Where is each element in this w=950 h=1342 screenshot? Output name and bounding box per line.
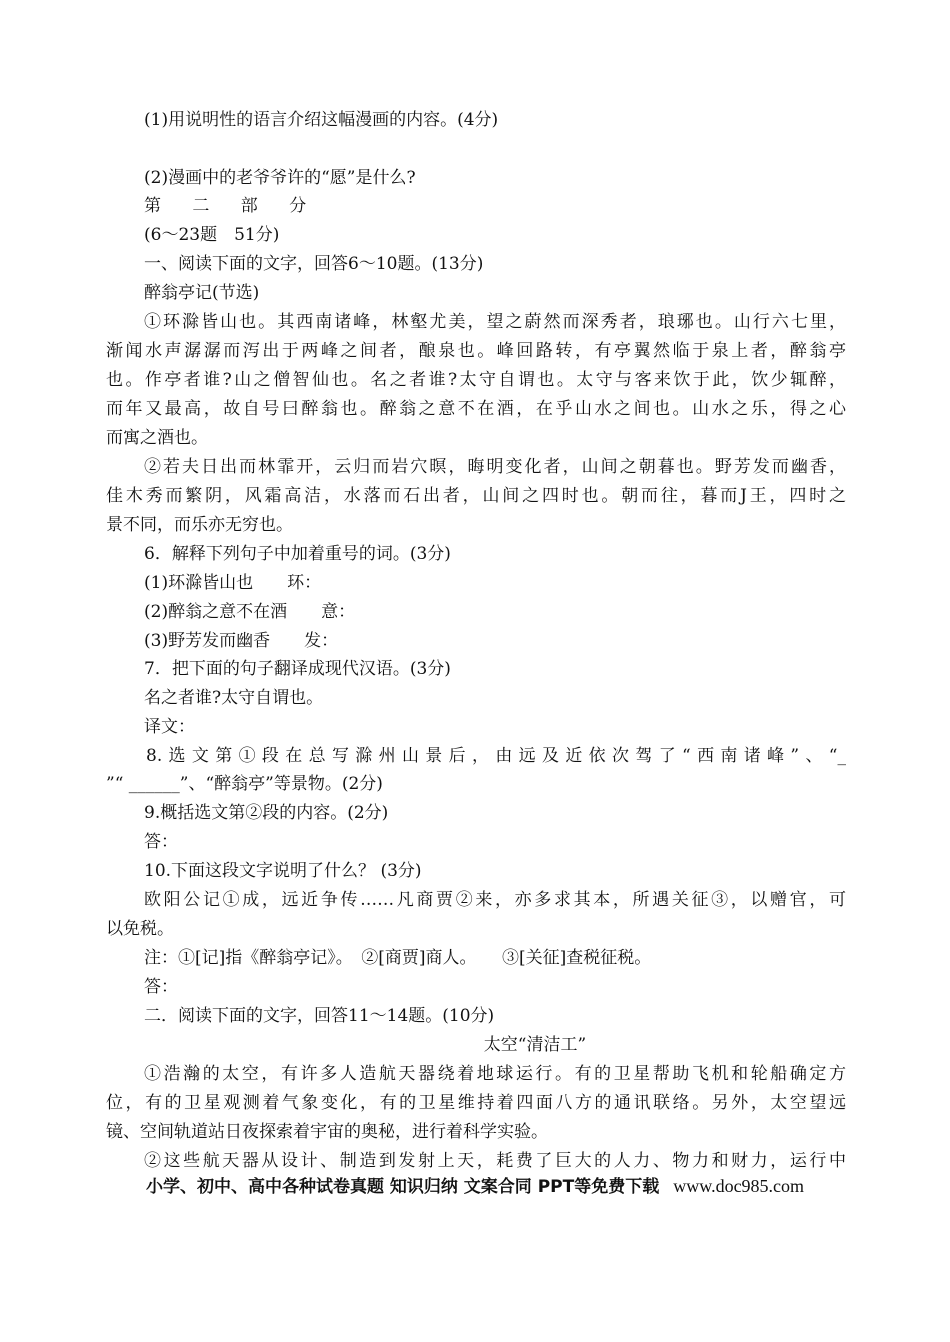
reading-1-instruction: 一、阅读下面的文字，回答6～10题。(13分) [144,254,484,274]
passage-paragraph-line: 也。作亭者谁?山之僧智仙也。名之者谁?太守自谓也。太守与客来饮于此，饮少辄醉， [106,370,846,390]
passage-2-line: ①浩瀚的太空，有许多人造航天器绕着地球运行。有的卫星帮助飞机和轮船确定方 [144,1064,846,1084]
answer-label: 答： [144,832,178,852]
question-10: 10.下面这段文字说明了什么？ (3分) [144,861,422,881]
question-5-part-2: (2)漫画中的老爷爷许的“愿”是什么? [144,168,416,188]
passage-paragraph-line: ②若夫日出而林霏开，云归而岩穴暝，晦明变化者，山间之朝暮也。野芳发而幽香， [144,457,846,477]
section-range: (6～23题 51分) [144,225,280,245]
passage-paragraph-line: 而寓之酒也。 [106,428,208,448]
passage-paragraph-line: ①环滁皆山也。其西南诸峰，林壑尤美，望之蔚然而深秀者，琅琊也。山行六七里， [144,312,846,332]
passage-2-title: 太空“清洁工” [483,1035,587,1055]
question-8-line-1: 8.选文第①段在总写滁州山景后，由远及近依次驾了“西南诸峰”、“_ [146,746,846,766]
question-5-part-1: (1)用说明性的语言介绍这幅漫画的内容。(4分) [144,110,499,130]
footer-banner [0,1172,950,1202]
passage-2-line: ②这些航天器从设计、制造到发射上天，耗费了巨大的人力、物力和财力，运行中 [144,1151,846,1171]
question-6-item-3: (3)野芳发而幽香 发： [144,631,339,651]
passage-2-line: 位，有的卫星观测着气象变化，有的卫星维持着四面八方的通讯联络。另外，太空望远 [106,1093,846,1113]
question-6-item-1: (1)环滁皆山也 环： [144,573,322,593]
footer-url[interactable]: www.doc985.com [673,1176,805,1196]
answer-label: 答： [144,977,178,997]
question-9: 9.概括选文第②段的内容。(2分) [144,803,389,823]
question-6-item-2: (2)醉翁之意不在酒 意： [144,602,356,622]
footer-text: 小学、初中、高中各种试卷真题 知识归纳 文案合同 PPT等免费下载 [145,1177,660,1197]
section-heading: 第 二 部 分 [144,196,320,216]
question-10-text-line: 以免税。 [106,919,174,939]
question-7-sentence: 名之者谁?太守自谓也。 [144,688,324,708]
question-10-notes: 注：①[记]指《醉翁亭记》。 ②[商贾]商人。 ③[关征]查税征税。 [144,948,652,968]
translation-label: 译文： [144,717,195,737]
reading-2-instruction: 二．阅读下面的文字，回答11～14题。(10分) [144,1006,495,1026]
question-7: 7．把下面的句子翻译成现代汉语。(3分) [144,659,451,679]
passage-2-line: 镜、空间轨道站日夜探索着宇宙的奥秘，进行着科学实验。 [106,1122,548,1142]
passage-paragraph-line: 景不同，而乐亦无穷也。 [106,515,293,535]
question-10-text-line: 欧阳公记①成，远近争传……凡商贾②来，亦多求其本，所遇关征③，以赠官，可 [144,890,846,910]
passage-paragraph-line: 佳木秀而繁阴，风霜高洁，水落而石出者，山间之四时也。朝而往，暮而J王，四时之 [106,486,846,506]
question-8-line-2: ”“ ______”、“醉翁亭”等景物。(2分) [106,774,383,794]
passage-paragraph-line: 渐闻水声潺潺而泻出于两峰之间者，酿泉也。峰回路转，有亭翼然临于泉上者，醉翁亭 [106,341,846,361]
passage-title: 醉翁亭记(节选) [144,283,260,303]
passage-paragraph-line: 而年又最高，故自号曰醉翁也。醉翁之意不在酒，在乎山水之间也。山水之乐，得之心 [106,399,846,419]
question-6: 6．解释下列句子中加着重号的词。(3分) [144,544,451,564]
